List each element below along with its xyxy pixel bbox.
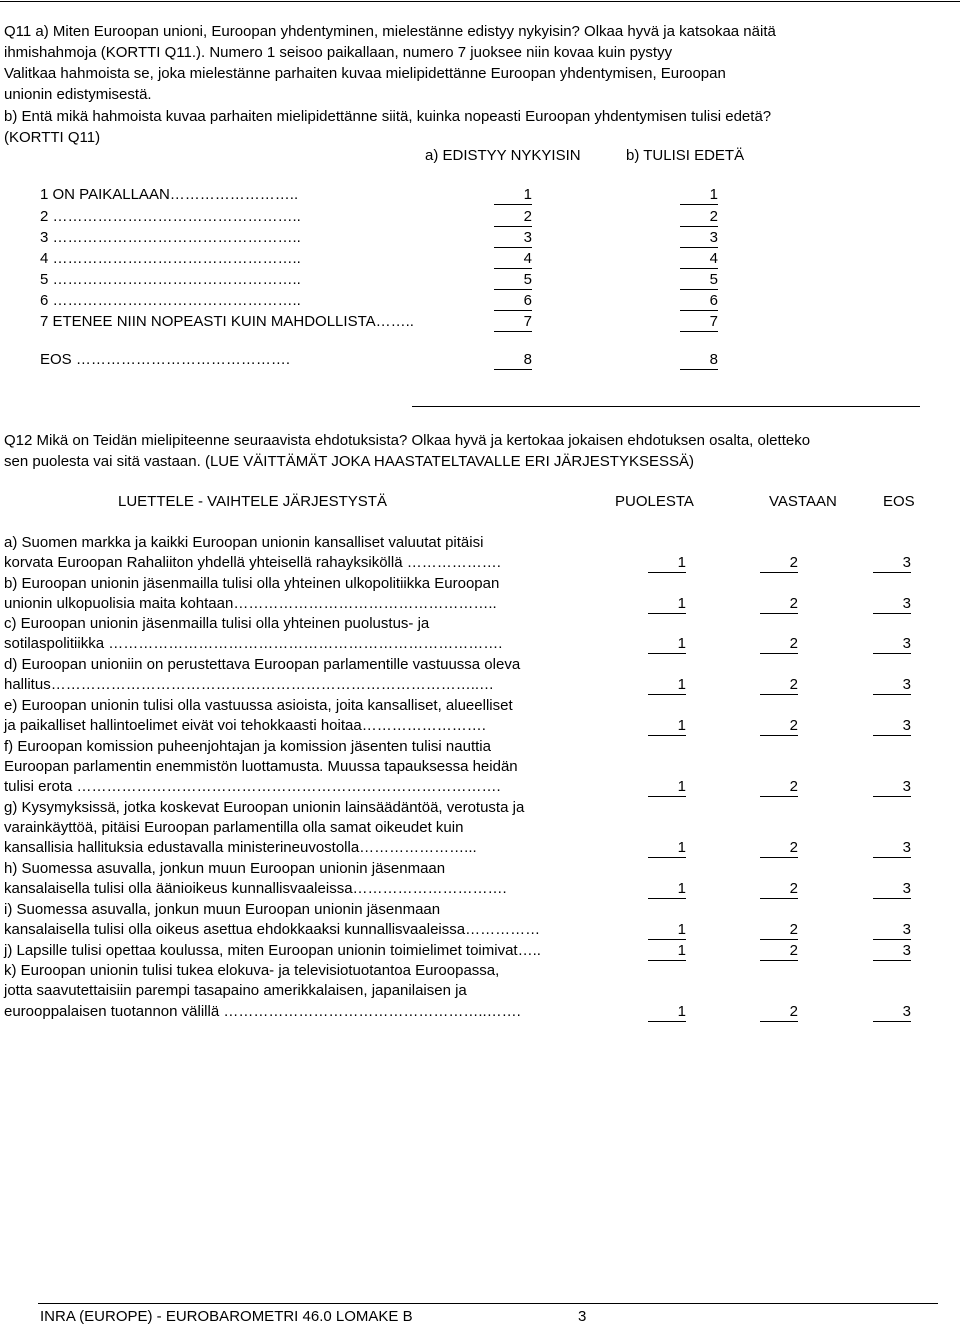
q12-item-text: f) Euroopan komission puheenjohtajan ja komission jäsenten tulisi nauttia — [4, 738, 491, 755]
q12-line: sen puolesta vai sitä vastaan. (LUE VÄITTÄMÄT JOKA HAASTATELTAVALLE ERI JÄRJESTYKSESSÄ) — [4, 453, 694, 470]
q12-code-puolesta[interactable]: 1 — [648, 921, 686, 940]
q12-code-eos[interactable]: 3 — [873, 717, 911, 736]
q11-col-b-header: b) TULISI EDETÄ — [626, 147, 745, 164]
q12-item-text: d) Euroopan unioniin on perustettava Euroopan parlamentille vastuussa oleva — [4, 656, 521, 673]
q12-code-vastaan[interactable]: 2 — [760, 921, 798, 940]
q12-code-vastaan[interactable]: 2 — [760, 554, 798, 573]
q11-option-label: 2 ………………………………………….. — [40, 208, 301, 225]
q11-code-a[interactable]: 3 — [494, 229, 532, 248]
q11-code-a[interactable]: 6 — [494, 292, 532, 311]
q11-option-label: 3 ………………………………………….. — [40, 229, 301, 246]
q11-line: (KORTTI Q11) — [4, 129, 101, 146]
q12-code-puolesta[interactable]: 1 — [648, 839, 686, 858]
q12-code-eos[interactable]: 3 — [873, 1003, 911, 1022]
q12-code-puolesta[interactable]: 1 — [648, 778, 686, 797]
q11-code-a[interactable]: 4 — [494, 250, 532, 269]
q11-option-label: 1 ON PAIKALLAAN…………………….. — [40, 186, 299, 203]
q12-item-text: tulisi erota …………………………………………………………………………. — [4, 778, 501, 795]
q11-line: Q11 a) Miten Euroopan unioni, Euroopan yhdentyminen, mielestänne edistyy nykyisin? Olkaa hyvä ja katsokaa näitä — [4, 23, 776, 40]
q12-code-eos[interactable]: 3 — [873, 676, 911, 695]
q11-code-b[interactable]: 2 — [680, 208, 718, 227]
q11-code-a[interactable]: 8 — [494, 351, 532, 370]
q11-code-a[interactable]: 1 — [494, 186, 532, 205]
q12-item-text: kansallisia hallituksia edustavalla ministerineuvostolla…………………... — [4, 839, 477, 856]
q12-code-eos[interactable]: 3 — [873, 778, 911, 797]
q12-item-text: korvata Euroopan Rahaliiton yhdellä yhteisellä rahayksiköllä ………………. — [4, 554, 501, 571]
q12-code-vastaan[interactable]: 2 — [760, 635, 798, 654]
q12-item-text: i) Suomessa asuvalla, jonkun muun Euroopan unionin jäsenmaan — [4, 901, 441, 918]
q12-code-vastaan[interactable]: 2 — [760, 880, 798, 899]
q12-code-vastaan[interactable]: 2 — [760, 595, 798, 614]
q12-item-text: hallitus…………………………………………………………………………..… — [4, 676, 495, 693]
q12-item-text: eurooppalaisen tuotannon välillä ……………………………………………..……. — [4, 1003, 521, 1020]
q12-code-vastaan[interactable]: 2 — [760, 942, 798, 961]
q11-line: unionin edistymisestä. — [4, 86, 152, 103]
q11-code-b[interactable]: 5 — [680, 271, 718, 290]
q12-code-puolesta[interactable]: 1 — [648, 880, 686, 899]
q12-item-text: k) Euroopan unionin tulisi tukea elokuva- ja televisiotuotantoa Euroopassa, — [4, 962, 500, 979]
q11-code-a[interactable]: 7 — [494, 313, 532, 332]
q12-col-puolesta: PUOLESTA — [615, 493, 694, 510]
q12-item-text: b) Euroopan unionin jäsenmailla tulisi olla yhteinen ulkopolitiikka Euroopan — [4, 575, 500, 592]
q11-option-label: 5 ………………………………………….. — [40, 271, 301, 288]
q12-item-text: e) Euroopan unionin tulisi olla vastuussa asioista, joita kansalliset, alueelliset — [4, 697, 513, 714]
q12-item-text: Euroopan parlamentin enemmistön luottamusta. Muussa tapauksessa heidän — [4, 758, 518, 775]
q12-code-vastaan[interactable]: 2 — [760, 778, 798, 797]
q12-code-eos[interactable]: 3 — [873, 595, 911, 614]
section-divider — [412, 406, 920, 407]
q11-eos-label: EOS ……………………………………. — [40, 351, 291, 368]
q11-option-label: 4 ………………………………………….. — [40, 250, 301, 267]
q12-code-puolesta[interactable]: 1 — [648, 554, 686, 573]
q12-code-eos[interactable]: 3 — [873, 921, 911, 940]
footer-page-number: 3 — [578, 1308, 587, 1325]
footer-rule — [38, 1303, 938, 1304]
q12-code-eos[interactable]: 3 — [873, 635, 911, 654]
q11-line: b) Entä mikä hahmoista kuvaa parhaiten mielipidettänne siitä, kuinka nopeasti Euroopan yhdentymisen tulisi edetä? — [4, 108, 772, 125]
q12-code-vastaan[interactable]: 2 — [760, 839, 798, 858]
q12-item-text: jotta saavutettaisiin parempi tasapaino amerikkalaisen, japanilaisen ja — [4, 982, 467, 999]
q12-instruction: LUETTELE - VAIHTELE JÄRJESTYSTÄ — [118, 493, 387, 510]
q11-code-b[interactable]: 1 — [680, 186, 718, 205]
q11-option-label: 7 ETENEE NIIN NOPEASTI KUIN MAHDOLLISTA…….. — [40, 313, 414, 330]
q11-line: ihmishahmoja (KORTTI Q11.). Numero 1 seisoo paikallaan, numero 7 juoksee niin kovaa kuin pystyy — [4, 44, 673, 61]
q12-item-text: c) Euroopan unionin jäsenmailla tulisi olla yhteinen puolustus- ja — [4, 615, 430, 632]
q11-code-b[interactable]: 7 — [680, 313, 718, 332]
q12-code-puolesta[interactable]: 1 — [648, 595, 686, 614]
q12-code-puolesta[interactable]: 1 — [648, 1003, 686, 1022]
q12-item-text: kansalaisella tulisi olla oikeus asettua ehdokkaaksi kunnallisvaaleissa…………… — [4, 921, 541, 938]
q12-item-text: a) Suomen markka ja kaikki Euroopan unionin kansalliset valuutat pitäisi — [4, 534, 484, 551]
q11-code-a[interactable]: 2 — [494, 208, 532, 227]
q12-code-eos[interactable]: 3 — [873, 880, 911, 899]
footer-text: INRA (EUROPE) - EUROBAROMETRI 46.0 LOMAKE B — [40, 1308, 413, 1325]
q12-item-text: unionin ulkopuolisia maita kohtaan…………………………………………….. — [4, 595, 497, 612]
q12-item-text: kansalaisella tulisi olla äänioikeus kunnallisvaaleissa…………………………. — [4, 880, 507, 897]
q12-item-text: ja paikalliset hallintoelimet eivät voi tehokkaasti hoitaa……………………. — [4, 717, 486, 734]
q12-item-text: h) Suomessa asuvalla, jonkun muun Euroopan unionin jäsenmaan — [4, 860, 446, 877]
q11-code-b[interactable]: 8 — [680, 351, 718, 370]
q12-item-text: sotilaspolitiikka ……………………………………………………………………. — [4, 635, 503, 652]
q12-code-eos[interactable]: 3 — [873, 554, 911, 573]
q12-code-vastaan[interactable]: 2 — [760, 1003, 798, 1022]
q11-code-b[interactable]: 6 — [680, 292, 718, 311]
q11-col-a-header: a) EDISTYY NYKYISIN — [425, 147, 581, 164]
q12-code-vastaan[interactable]: 2 — [760, 676, 798, 695]
q11-code-b[interactable]: 4 — [680, 250, 718, 269]
q12-col-eos: EOS — [883, 493, 915, 510]
q12-item-text: varainkäyttöä, pitäisi Euroopan parlamentilla olla samat oikeudet kuin — [4, 819, 464, 836]
q12-code-puolesta[interactable]: 1 — [648, 942, 686, 961]
q11-code-a[interactable]: 5 — [494, 271, 532, 290]
q12-code-puolesta[interactable]: 1 — [648, 635, 686, 654]
q12-code-puolesta[interactable]: 1 — [648, 676, 686, 695]
q11-code-b[interactable]: 3 — [680, 229, 718, 248]
q11-option-label: 6 ………………………………………….. — [40, 292, 301, 309]
q12-item-text: j) Lapsille tulisi opettaa koulussa, miten Euroopan unionin toimielimet toimivat….. — [4, 942, 541, 959]
q12-code-vastaan[interactable]: 2 — [760, 717, 798, 736]
q12-item-text: g) Kysymyksissä, jotka koskevat Euroopan unionin lainsäädäntöä, verotusta ja — [4, 799, 525, 816]
q12-code-eos[interactable]: 3 — [873, 942, 911, 961]
q12-col-vastaan: VASTAAN — [769, 493, 837, 510]
q12-code-eos[interactable]: 3 — [873, 839, 911, 858]
q12-line: Q12 Mikä on Teidän mielipiteenne seuraavista ehdotuksista? Olkaa hyvä ja kertokaa jokaisen ehdotuksen osalta, oletteko — [4, 432, 811, 449]
q12-code-puolesta[interactable]: 1 — [648, 717, 686, 736]
top-rule — [0, 1, 960, 2]
q11-line: Valitkaa hahmoista se, joka mielestänne parhaiten kuvaa mielipidettänne Euroopan yhdentymisen, Euroopan — [4, 65, 726, 82]
